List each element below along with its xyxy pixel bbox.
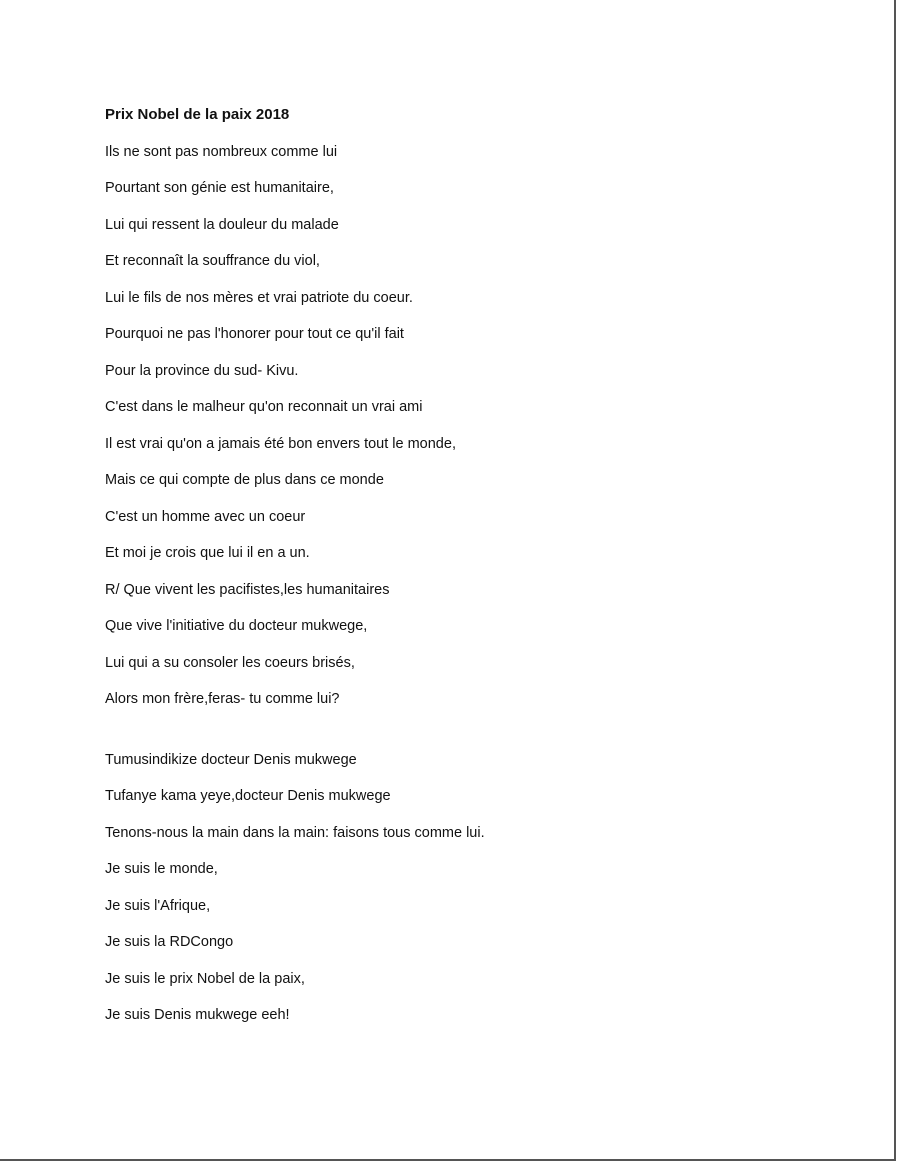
poem-line: Mais ce qui compte de plus dans ce monde [105, 472, 384, 488]
stanza [105, 748, 805, 1028]
poem-line: Pourtant son génie est humanitaire, [105, 180, 334, 196]
poem-line: Je suis le monde, [105, 861, 218, 877]
poem-line: Ils ne sont pas nombreux comme lui [105, 143, 338, 160]
stanza [105, 140, 805, 712]
poem-line: Tenons-nous la main dans la main: faisons tous comme lui. [105, 824, 485, 841]
poem-line: Et reconnaît la souffrance du viol, [105, 253, 320, 269]
poem-line: C'est un homme avec un coeur [105, 508, 306, 525]
poem-line: Tufanye kama yeye,docteur Denis mukwege [105, 788, 391, 804]
poem-line: Je suis l'Afrique, [105, 897, 211, 914]
poem-line: Je suis Denis mukwege eeh! [105, 1007, 290, 1023]
poem-body [105, 140, 805, 1028]
poem-line: Et moi je crois que lui il en a un. [105, 545, 310, 561]
poem-line: Lui qui a su consoler les coeurs brisés, [105, 654, 355, 671]
poem-line: Que vive l'initiative du docteur mukwege, [105, 618, 368, 634]
poem-line: C'est dans le malheur qu'on reconnait un vrai ami [105, 399, 423, 415]
poem-line: Pourquoi ne pas l'honorer pour tout ce qu'il fait [105, 326, 404, 342]
poem-line: Tumusindikize docteur Denis mukwege [105, 751, 357, 768]
poem-line: Je suis le prix Nobel de la paix, [105, 970, 305, 987]
poem-line: R/ Que vivent les pacifistes,les humanitaires [105, 581, 390, 598]
poem-line: Il est vrai qu'on a jamais été bon envers tout le monde, [105, 435, 456, 452]
poem-title: Prix Nobel de la paix 2018 [105, 106, 290, 123]
poem [105, 103, 805, 1040]
poem-line: Lui le fils de nos mères et vrai patriote du coeur. [105, 289, 413, 306]
poem-line: Pour la province du sud- Kivu. [105, 362, 299, 379]
poem-line: Je suis la RDCongo [105, 934, 234, 950]
poem-line: Alors mon frère,feras- tu comme lui? [105, 691, 340, 707]
poem-line: Lui qui ressent la douleur du malade [105, 216, 339, 233]
